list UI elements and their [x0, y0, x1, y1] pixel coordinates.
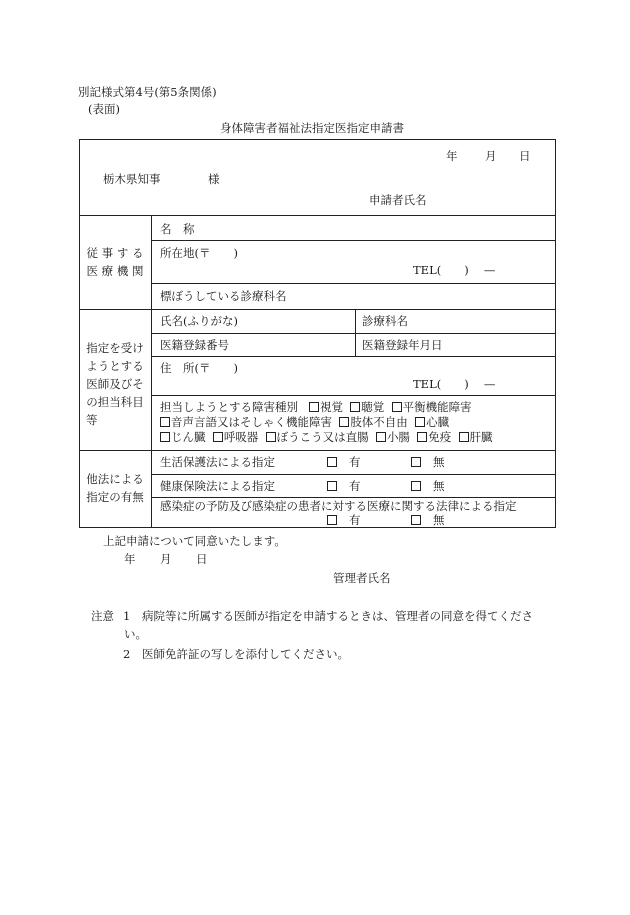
divider [151, 395, 556, 396]
side-label: (表面) [88, 102, 120, 116]
applicant-name-label: 申請者氏名 [369, 193, 427, 207]
divider [151, 215, 152, 528]
checkbox-respiratory[interactable]: 呼吸器 [213, 430, 259, 444]
note-1-number: 1 [123, 609, 131, 623]
manager-name-label: 管理者氏名 [333, 571, 391, 585]
disability-row-1 [160, 401, 472, 415]
divider [151, 283, 556, 284]
honorific: 様 [208, 172, 220, 186]
infectious-disease-designation-label: 感染症の予防及び感染症の患者に対する医療に関する法律による指定 [160, 499, 517, 513]
checkbox-heart[interactable]: 心臓 [415, 415, 449, 429]
checkbox-speech[interactable]: 音声言語又はそしゃく機能障害 [160, 415, 332, 429]
checkbox-hearing[interactable]: 聴覚 [350, 400, 384, 414]
consent-year: 年 [124, 552, 136, 566]
disability-label: 担当しようとする障害種別 [160, 400, 298, 414]
divider [151, 497, 556, 498]
institution-side-label: 従 事 す る 医 療 機 関 [86, 246, 144, 278]
reg-date-label: 医籍登録年月日 [362, 338, 443, 352]
notes-heading: 注意 [91, 609, 114, 623]
doctor-address-label: 住 所(〒 ) [160, 361, 238, 375]
divider [151, 240, 556, 241]
checkbox-liver[interactable]: 肝臓 [459, 430, 493, 444]
institution-address-label: 所在地(〒 ) [160, 246, 238, 260]
date-year: 年 [446, 149, 458, 163]
disability-row-2 [160, 416, 449, 430]
doctor-name-label: 氏名(ふりがな) [160, 314, 238, 328]
divider [151, 333, 556, 334]
consent-text: 上記申請について同意いたします。 [103, 534, 286, 548]
institution-tel-label: TEL( ) — [413, 263, 496, 277]
checkbox-immune[interactable]: 免疫 [417, 430, 451, 444]
note-1-text: 病院等に所属する医師が指定を申請するときは、管理者の同意を得てくださ [142, 609, 533, 623]
form-title: 身体障害者福祉法指定医指定申請書 [220, 121, 404, 135]
health-insurance-no-checkbox[interactable]: 無 [411, 480, 444, 494]
divider [151, 356, 556, 357]
checkbox-limb[interactable]: 肢体不自由 [339, 415, 408, 429]
infectious-disease-no-checkbox[interactable]: 無 [411, 514, 444, 528]
designation-side-label: 他法による 指定の有無 [86, 472, 144, 504]
addressee: 栃木県知事 [103, 172, 161, 186]
date-month: 月 [485, 149, 497, 163]
checkbox-kidney[interactable]: じん臓 [160, 430, 206, 444]
checkbox-bladder[interactable]: ぼうこう又は直腸 [266, 430, 369, 444]
form-number: 別記様式第4号(第5条関係) [78, 85, 217, 99]
welfare-no-checkbox[interactable]: 無 [411, 456, 444, 470]
checkbox-balance[interactable]: 平衡機能障害 [392, 400, 472, 414]
welfare-designation-label: 生活保護法による指定 [160, 455, 275, 469]
note-2-number: 2 [123, 647, 131, 661]
checkbox-visual[interactable]: 視覚 [309, 400, 343, 414]
consent-day: 日 [196, 552, 208, 566]
health-insurance-yes-checkbox[interactable]: 有 [327, 480, 360, 494]
checkbox-small-intestine[interactable]: 小腸 [376, 430, 410, 444]
institution-department-label: 標ぼうしている診療科名 [160, 289, 287, 303]
doctor-side-label: 指定を受け ようとする 医師及びそ の担当科目 等 [86, 341, 144, 427]
note-1-continuation: い。 [124, 627, 147, 641]
consent-month: 月 [160, 552, 172, 566]
doctor-department-label: 診療科名 [362, 314, 408, 328]
health-insurance-designation-label: 健康保険法による指定 [160, 479, 275, 493]
reg-number-label: 医籍登録番号 [160, 338, 229, 352]
divider [355, 309, 356, 356]
disability-row-3 [160, 431, 493, 445]
divider [151, 474, 556, 475]
note-2-text: 医師免許証の写しを添付してください。 [142, 647, 349, 661]
welfare-yes-checkbox[interactable]: 有 [327, 456, 360, 470]
date-day: 日 [519, 149, 531, 163]
infectious-disease-yes-checkbox[interactable]: 有 [327, 514, 360, 528]
doctor-tel-label: TEL( ) — [413, 377, 496, 391]
institution-name-label: 名 称 [160, 222, 195, 236]
